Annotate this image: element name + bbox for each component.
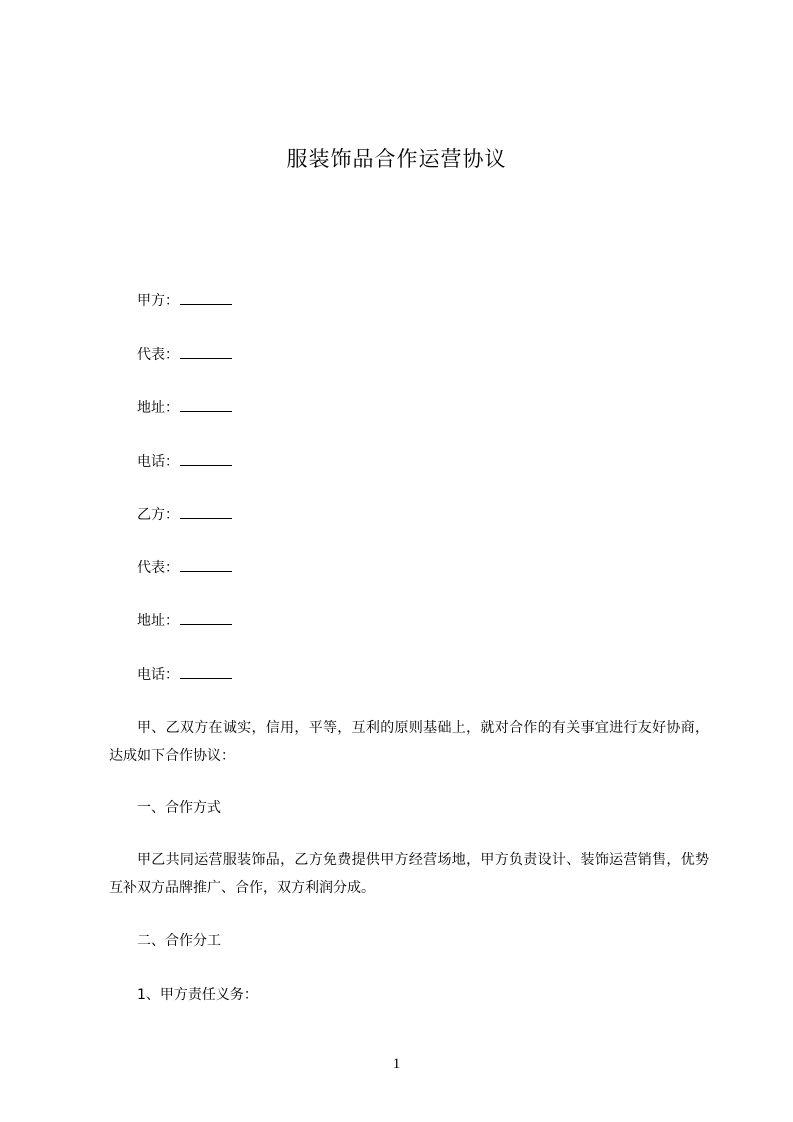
intro-paragraph: 甲、乙双方在诚实，信用，平等，互利的原则基础上，就对合作的有关事宜进行友好协商，达成如下合作协议： [109,720,709,764]
party-b-rep-label: 代表： [137,560,179,576]
party-b-address-blank [180,612,232,625]
party-b-name-blank [180,506,232,519]
party-a-address-label: 地址： [137,400,179,416]
party-b-address-label: 地址： [137,613,179,629]
party-a-address-field [137,399,232,417]
party-a-rep-blank [180,346,232,359]
party-a-rep-field [137,346,232,364]
party-b-rep-blank [180,559,232,572]
section-2-heading: 二、合作分工 [137,933,221,949]
party-b-rep-field [137,559,232,577]
party-b-name-label: 乙方： [137,507,179,523]
party-b-phone-blank [180,666,232,679]
party-b-phone-field [137,666,232,684]
party-a-phone-blank [180,453,232,466]
party-b-name-field [137,506,232,524]
page-number: 1 [392,1056,401,1072]
document-title: 服装饰品合作运营协议 [286,147,507,171]
party-a-name-field [137,292,232,310]
subsection-1-heading: 1、甲方责任义务： [137,987,258,1003]
party-a-name-label: 甲方： [137,293,179,309]
section-1-heading: 一、合作方式 [137,800,221,816]
party-a-name-blank [180,292,232,305]
section-1-paragraph: 甲乙共同运营服装饰品，乙方免费提供甲方经营场地，甲方负责设计、装饰运营销售，优势互补双方品牌推广、合作，双方利润分成。 [109,852,709,896]
party-a-rep-label: 代表： [137,347,179,363]
party-b-phone-label: 电话： [137,667,179,683]
party-a-address-blank [180,399,232,412]
party-a-phone-label: 电话： [137,454,179,470]
party-a-phone-field [137,453,232,471]
party-b-address-field [137,612,232,630]
